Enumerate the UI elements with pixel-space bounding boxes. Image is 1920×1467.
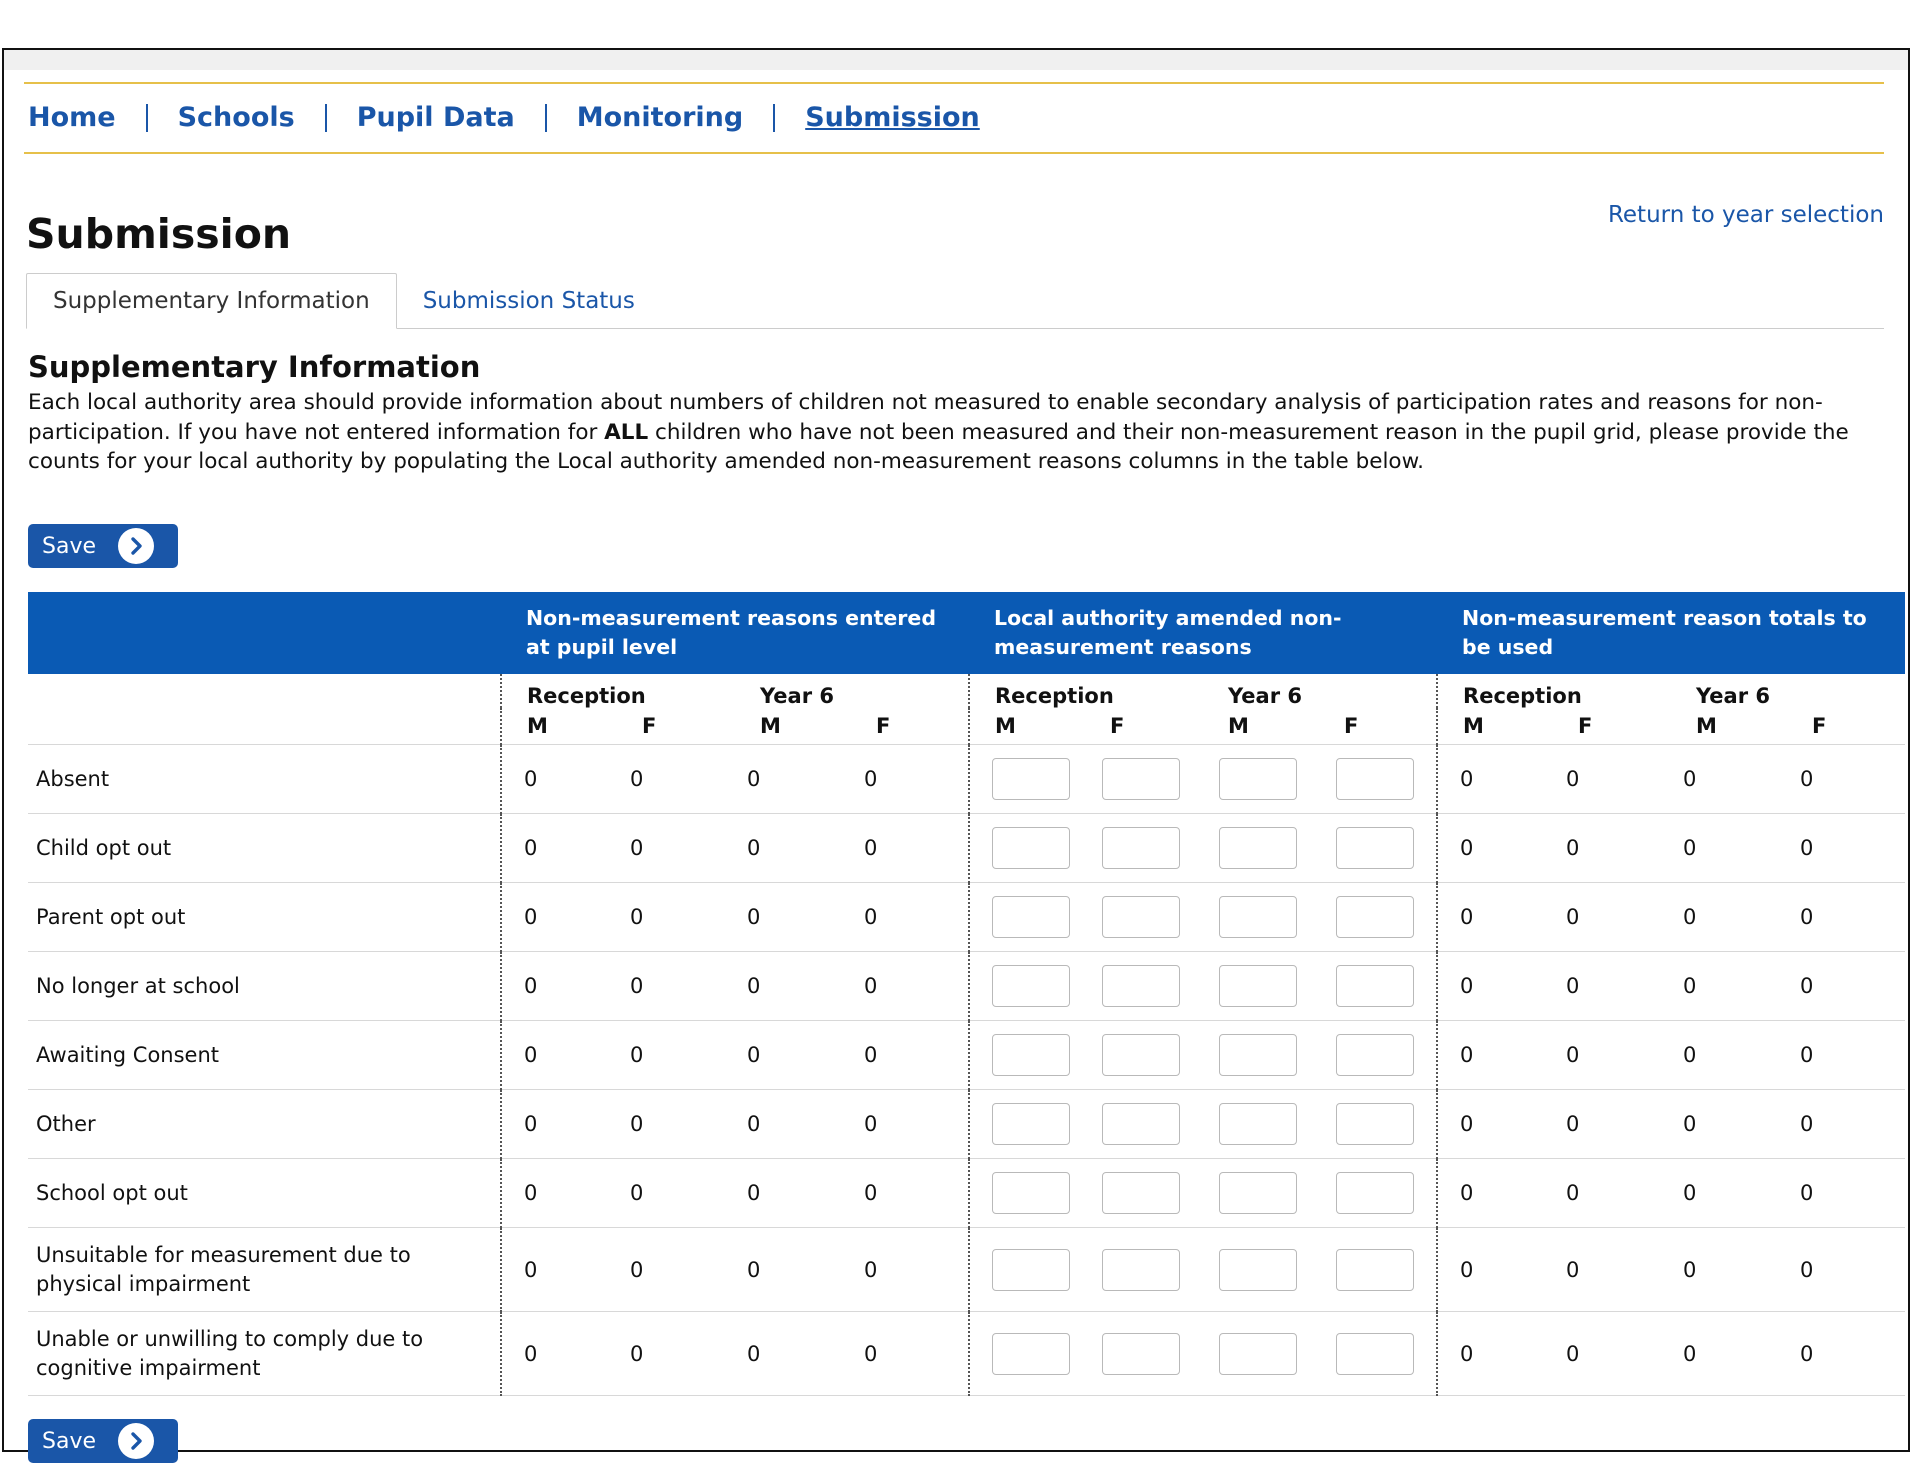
pupil-level-count: 0 [501,952,618,1021]
amended-count-input[interactable] [1336,1103,1414,1145]
table-row [28,1312,1905,1396]
total-count: 0 [1554,1228,1671,1312]
total-count: 0 [1437,745,1554,814]
save-button-label: Save [42,533,97,559]
amended-count-input[interactable] [992,1103,1070,1145]
pupil-level-count: 0 [852,883,969,952]
header-empty-cell [28,592,501,674]
intro-text-emphasis: ALL [604,419,649,445]
reason-label: School opt out [28,1159,501,1228]
amended-count-input[interactable] [1102,1333,1180,1375]
amended-count-input[interactable] [1336,1249,1414,1291]
reason-label: Absent [28,745,501,814]
amended-cell [1086,1021,1203,1090]
sex-header: F [618,708,735,745]
pupil-level-count: 0 [852,814,969,883]
table-row [28,1228,1905,1312]
amended-count-input[interactable] [1102,1249,1180,1291]
amended-count-input[interactable] [1336,1034,1414,1076]
nav-schools[interactable]: Schools [146,104,325,132]
nav-pupil-data[interactable]: Pupil Data [325,104,545,132]
amended-count-input[interactable] [1336,965,1414,1007]
nav-bottom-rule [24,152,1884,154]
amended-cell [969,1312,1086,1396]
pupil-level-count: 0 [852,1090,969,1159]
pupil-level-count: 0 [501,814,618,883]
nav-top-rule [24,82,1884,84]
amended-count-input[interactable] [1336,1172,1414,1214]
total-count: 0 [1554,883,1671,952]
amended-count-input[interactable] [992,827,1070,869]
tab-submission-status[interactable]: Submission Status [422,288,635,314]
amended-cell [1086,745,1203,814]
intro-text-part1: Each local authority area should provide information about numbers of children not measured to enable secondary analysis of participation rates and reasons for non-participation. If you have not entered information for [28,390,1823,445]
amended-cell [969,745,1086,814]
total-count: 0 [1788,1312,1905,1396]
sex-header: M [735,708,852,745]
amended-cell [969,814,1086,883]
amended-cell [1086,814,1203,883]
pupil-level-count: 0 [618,1021,735,1090]
pupil-level-count: 0 [735,745,852,814]
amended-count-input[interactable] [1102,827,1180,869]
total-count: 0 [1554,1159,1671,1228]
amended-count-input[interactable] [1102,896,1180,938]
pupil-level-count: 0 [852,1021,969,1090]
amended-count-input[interactable] [1336,758,1414,800]
page-title: Submission [26,210,292,258]
period-header: Year 6 [1228,684,1302,708]
amended-cell [1203,883,1320,952]
total-count: 0 [1437,1021,1554,1090]
pupil-level-count: 0 [852,1312,969,1396]
amended-cell [1086,952,1203,1021]
tab-supplementary-information[interactable]: Supplementary Information [26,273,397,329]
nav-monitoring[interactable]: Monitoring [545,104,773,132]
sex-header: F [852,708,969,745]
reason-label: No longer at school [28,952,501,1021]
table-row [28,814,1905,883]
pupil-level-count: 0 [735,1090,852,1159]
period-header: Year 6 [1696,684,1771,708]
reason-label: Parent opt out [28,883,501,952]
total-count: 0 [1437,1090,1554,1159]
period-header: Reception [501,674,735,708]
amended-count-input[interactable] [1219,1333,1297,1375]
total-count: 0 [1671,814,1788,883]
table-row [28,952,1905,1021]
pupil-level-count: 0 [735,1021,852,1090]
main-nav [24,94,1010,142]
amended-count-input[interactable] [1102,965,1180,1007]
header-totals: Non-measurement reason totals to be used [1437,592,1905,674]
pupil-level-count: 0 [618,1228,735,1312]
amended-cell [969,952,1086,1021]
pupil-level-count: 0 [618,745,735,814]
pupil-level-count: 0 [735,883,852,952]
total-count: 0 [1554,1312,1671,1396]
pupil-level-count: 0 [501,745,618,814]
pupil-level-count: 0 [618,1159,735,1228]
total-count: 0 [1671,1228,1788,1312]
tab-bar [26,272,1884,329]
total-count: 0 [1788,1090,1905,1159]
amended-count-input[interactable] [992,758,1070,800]
amended-cell [969,1228,1086,1312]
amended-cell [969,1090,1086,1159]
period-header: Reception [1437,674,1671,708]
amended-cell [1203,745,1320,814]
amended-count-input[interactable] [992,1249,1070,1291]
sex-header: F [1086,708,1203,745]
sex-empty-cell [28,708,501,745]
sex-header: F [1554,708,1671,745]
amended-cell [969,1159,1086,1228]
total-count: 0 [1788,952,1905,1021]
total-count: 0 [1788,1228,1905,1312]
amended-cell [1086,1312,1203,1396]
amended-cell [1203,1021,1320,1090]
nav-home[interactable]: Home [28,102,116,133]
pupil-level-count: 0 [618,952,735,1021]
total-count: 0 [1788,1159,1905,1228]
chevron-right-icon [118,1423,154,1459]
top-band [4,50,1908,70]
pupil-level-count: 0 [852,952,969,1021]
pupil-level-count: 0 [735,1228,852,1312]
pupil-level-count: 0 [618,814,735,883]
sex-header: M [501,708,618,745]
amended-count-input[interactable] [1219,1103,1297,1145]
amended-count-input[interactable] [1219,827,1297,869]
amended-count-input[interactable] [992,965,1070,1007]
amended-cell [969,883,1086,952]
total-count: 0 [1437,1228,1554,1312]
pupil-level-count: 0 [501,883,618,952]
reason-label: Unsuitable for measurement due to physical impairment [28,1228,501,1312]
amended-count-input[interactable] [1102,1103,1180,1145]
reason-label: Unable or unwilling to comply due to cognitive impairment [28,1312,501,1396]
total-count: 0 [1671,1090,1788,1159]
amended-count-input[interactable] [992,1172,1070,1214]
total-count: 0 [1671,745,1788,814]
total-count: 0 [1554,952,1671,1021]
total-count: 0 [1788,1021,1905,1090]
total-count: 0 [1554,1021,1671,1090]
amended-cell [1320,814,1437,883]
amended-count-input[interactable] [1219,758,1297,800]
amended-cell [1086,1228,1203,1312]
amended-count-input[interactable] [1102,758,1180,800]
header-la-amended: Local authority amended non-measurement reasons [969,592,1437,674]
amended-cell [1320,1228,1437,1312]
total-count: 0 [1671,1159,1788,1228]
amended-cell [1086,1159,1203,1228]
total-count: 0 [1437,814,1554,883]
reason-label: Other [28,1090,501,1159]
amended-count-input[interactable] [1102,1172,1180,1214]
intro-text [28,388,1888,477]
amended-count-input[interactable] [992,1333,1070,1375]
pupil-level-count: 0 [735,1312,852,1396]
amended-cell [1203,952,1320,1021]
intro-text-part2: children who have not been measured and their non-measurement reason in the pupil grid, please provide the counts for your local authority by populating the Local authority amended non-measurement reasons columns in the table below. [28,419,1849,474]
pupil-level-count: 0 [735,952,852,1021]
amended-count-input[interactable] [1219,1249,1297,1291]
amended-cell [1320,883,1437,952]
amended-count-input[interactable] [1336,896,1414,938]
pupil-level-count: 0 [618,1090,735,1159]
amended-cell [1320,1021,1437,1090]
amended-count-input[interactable] [1219,1172,1297,1214]
amended-cell [1203,1312,1320,1396]
save-button-label: Save [42,1428,97,1454]
amended-count-input[interactable] [1219,1034,1297,1076]
supplementary-info-table [28,592,1905,1396]
save-button-bottom[interactable] [28,1419,178,1463]
sex-header: F [1320,708,1437,745]
total-count: 0 [1671,883,1788,952]
sex-header: M [969,708,1086,745]
amended-cell [1320,1159,1437,1228]
amended-count-input[interactable] [1219,896,1297,938]
total-count: 0 [1788,883,1905,952]
total-count: 0 [1554,745,1671,814]
table-row [28,1090,1905,1159]
period-header: Reception [969,674,1203,708]
amended-cell [1086,1090,1203,1159]
amended-cell [1203,1090,1320,1159]
amended-cell [1086,883,1203,952]
pupil-level-count: 0 [735,1159,852,1228]
period-header: Year 6 [760,684,834,708]
sex-header: F [1788,708,1905,745]
pupil-level-count: 0 [618,1312,735,1396]
amended-count-input[interactable] [992,896,1070,938]
total-count: 0 [1437,1159,1554,1228]
total-count: 0 [1437,883,1554,952]
amended-count-input[interactable] [992,1034,1070,1076]
amended-count-input[interactable] [1219,965,1297,1007]
amended-count-input[interactable] [1102,1034,1180,1076]
total-count: 0 [1671,1312,1788,1396]
pupil-level-count: 0 [852,745,969,814]
amended-count-input[interactable] [1336,827,1414,869]
amended-cell [1320,745,1437,814]
amended-cell [1320,952,1437,1021]
pupil-level-count: 0 [501,1090,618,1159]
total-count: 0 [1671,952,1788,1021]
browser-frame [2,48,1910,1452]
total-count: 0 [1437,952,1554,1021]
amended-count-input[interactable] [1336,1333,1414,1375]
section-title: Supplementary Information [28,350,481,384]
pupil-level-count: 0 [852,1159,969,1228]
total-count: 0 [1788,814,1905,883]
return-to-year-selection-link[interactable]: Return to year selection [1607,202,1884,228]
sex-header: M [1671,708,1788,745]
pupil-level-count: 0 [501,1228,618,1312]
total-count: 0 [1437,1312,1554,1396]
amended-cell [1320,1312,1437,1396]
amended-cell [1320,1090,1437,1159]
pupil-level-count: 0 [501,1312,618,1396]
amended-cell [1203,814,1320,883]
pupil-level-count: 0 [852,1228,969,1312]
amended-cell [969,1021,1086,1090]
total-count: 0 [1554,814,1671,883]
reason-label: Awaiting Consent [28,1021,501,1090]
total-count: 0 [1671,1021,1788,1090]
table-row [28,883,1905,952]
period-empty-cell [28,674,501,708]
sex-header: M [1437,708,1554,745]
nav-submission[interactable]: Submission [773,104,1010,132]
table-row [28,1159,1905,1228]
table-row [28,1021,1905,1090]
chevron-right-icon [118,528,154,564]
amended-cell [1203,1159,1320,1228]
save-button-top[interactable] [28,524,178,568]
reason-label: Child opt out [28,814,501,883]
pupil-level-count: 0 [501,1021,618,1090]
pupil-level-count: 0 [735,814,852,883]
total-count: 0 [1554,1090,1671,1159]
table-row [28,745,1905,814]
pupil-level-count: 0 [618,883,735,952]
amended-cell [1203,1228,1320,1312]
header-pupil-level: Non-measurement reasons entered at pupil level [501,592,969,674]
pupil-level-count: 0 [501,1159,618,1228]
sex-header: M [1203,708,1320,745]
total-count: 0 [1788,745,1905,814]
